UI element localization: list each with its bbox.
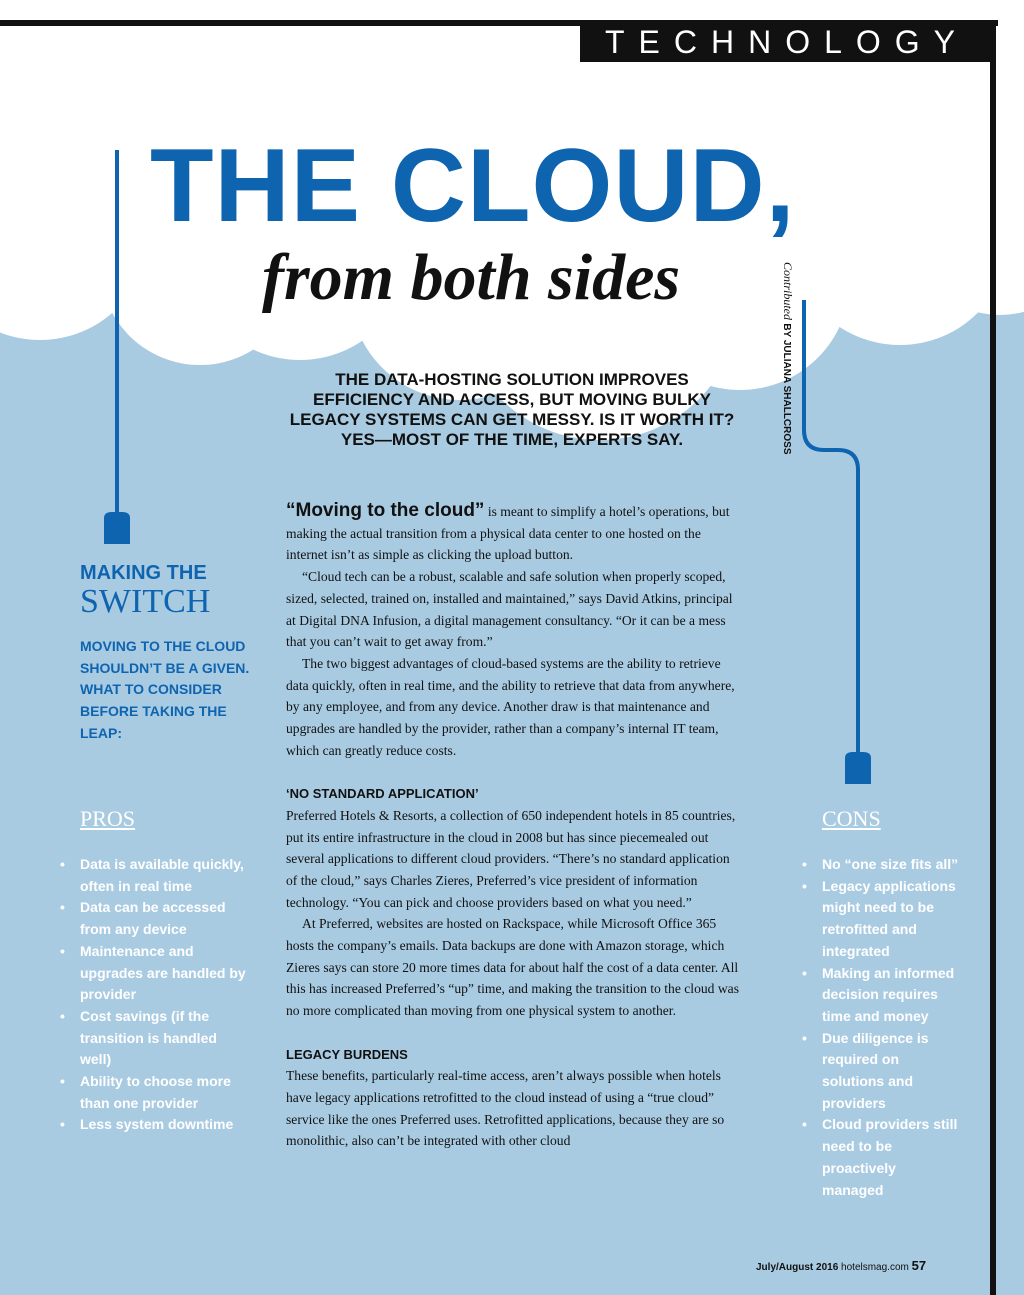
- subhead: from both sides: [262, 241, 681, 314]
- list-item: • Making an informed decision requires time and money: [800, 963, 960, 1028]
- dek: THE DATA-HOSTING SOLUTION IMPROVES EFFICIENCY AND ACCESS, BUT MOVING BULKY LEGACY SYSTEMS CAN GET MESSY. IS IT WORTH IT? YES—MOST OF THE TIME, EXPERTS SAY.: [289, 370, 735, 449]
- byline-contributed: Contributed: [781, 262, 795, 321]
- paragraph: “Cloud tech can be a robust, scalable and safe solution when properly scoped, sized, selected, trained on, installed and maintained,” says David Atkins, principal at Digital DNA Infusion, a digital management consultancy. “Or it can be a mess that you can’t wait to get away from.”: [286, 569, 733, 650]
- list-item: • Data can be accessed from any device: [58, 897, 248, 940]
- cons-list: [800, 854, 960, 1201]
- headline: THE CLOUD,: [150, 128, 796, 244]
- lead-in: “Moving to the cloud”: [286, 500, 485, 521]
- section-heading: ‘NO STANDARD APPLICATION’: [286, 786, 479, 802]
- list-item: • Legacy applications might need to be retrofitted and integrated: [800, 876, 960, 963]
- byline: [778, 262, 798, 455]
- list-item: • Cloud providers still need to be proactively managed: [800, 1114, 960, 1201]
- article-body: [286, 500, 742, 1152]
- pros-list: [58, 854, 248, 1136]
- sidebar-title-line1: MAKING THE: [80, 562, 207, 584]
- list-item: • No “one size fits all”: [800, 854, 960, 876]
- list-item: • Cost savings (if the transition is handled well): [58, 1006, 248, 1071]
- list-item: • Data is available quickly, often in real time: [58, 854, 248, 897]
- list-item: • Due diligence is required on solutions and providers: [800, 1028, 960, 1115]
- paragraph: At Preferred, websites are hosted on Rackspace, while Microsoft Office 365 hosts the company’s emails. Data backups are done with Amazon storage, which Zieres says can store 20 more times data for about half the cost of a data center. All this has increased Preferred’s “up” time, and making the transition to the cloud was no more complicated than moving from one physical system to another.: [286, 916, 739, 1019]
- paragraph-text: is meant to simplify a hotel’s operations, but making the actual transition from a physical data center to one hosted on the internet isn’t as simple as clicking the upload button.: [286, 504, 730, 563]
- sidebar-title-line2: SWITCH: [80, 583, 211, 620]
- paragraph: These benefits, particularly real-time access, aren’t always possible when hotels have legacy applications retrofitted to the cloud instead of using a “true cloud” service like the ones Preferred uses. Retrofitted applications, because they are so monolithic, also can’t be integrated with other cloud: [286, 1068, 725, 1149]
- section-label: TECHNOLOGY: [580, 22, 994, 62]
- page-number: 57: [911, 1258, 927, 1273]
- paragraph: [286, 500, 742, 566]
- list-item: • Less system downtime: [58, 1114, 248, 1136]
- page-footer: [756, 1258, 926, 1273]
- list-item: • Ability to choose more than one provider: [58, 1071, 248, 1114]
- paragraph: The two biggest advantages of cloud-based systems are the ability to retrieve data quickly, often in real time, and the ability to retrieve that data from anywhere, by any employee, and from any device. Another draw is that maintenance and upgrades are handled by the provider, rather than a company’s internal IT team, which can greatly reduce costs.: [286, 655, 735, 758]
- page-frame-right: [990, 20, 996, 1295]
- cons-heading: CONS: [822, 806, 881, 831]
- section-heading: LEGACY BURDENS: [286, 1046, 408, 1062]
- byline-author: BY JULIANA SHALLCROSS: [781, 323, 792, 455]
- list-item: • Maintenance and upgrades are handled by provider: [58, 941, 248, 1006]
- paragraph: Preferred Hotels & Resorts, a collection of 650 independent hotels in 85 countries, put its entire infrastructure in the cloud in 2008 but has since piecemealed out several applications to different cloud providers. “There’s no standard application of the cloud,” says Charles Zieres, Preferred’s vice president of information technology. “You can pick and choose providers based on what you need.”: [286, 807, 736, 910]
- website: hotelsmag.com: [841, 1262, 909, 1273]
- issue-date: July/August 2016: [756, 1262, 839, 1273]
- pros-heading: PROS: [80, 806, 136, 831]
- sidebar-intro: MOVING TO THE CLOUD SHOULDN’T BE A GIVEN. WHAT TO CONSIDER BEFORE TAKING THE LEAP:: [80, 638, 250, 741]
